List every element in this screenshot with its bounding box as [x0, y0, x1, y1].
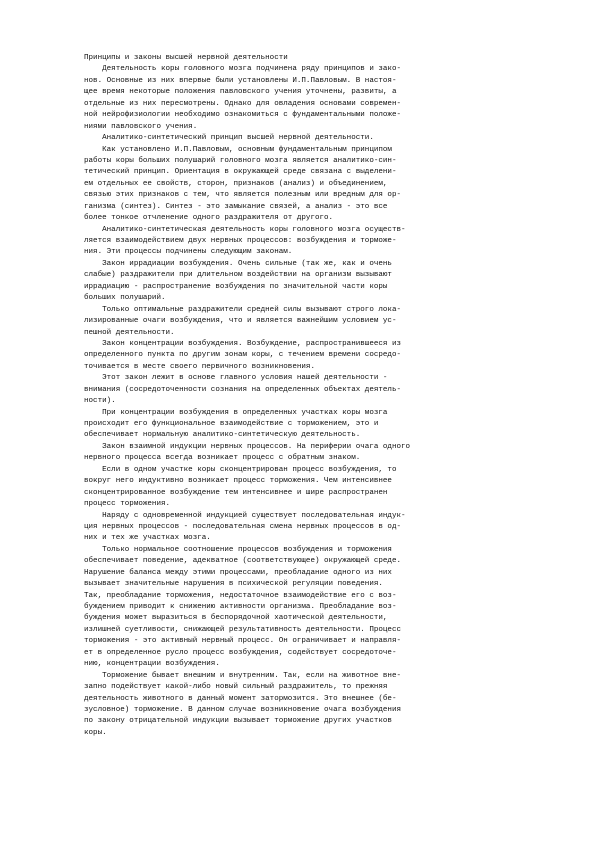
text-line: Закон концентрации возбуждения. Возбуждение, распространившееся из	[84, 339, 402, 348]
text-line: иррадиацию - распространение возбуждения по значительной части коры	[84, 282, 388, 291]
text-line: по закону отрицательной индукции вызывает торможение других участков	[84, 717, 392, 726]
text-line: Если в одном участке коры сконцентрирован процесс возбуждения, то	[84, 465, 397, 474]
text-line: отдельные из них пересмотрены. Однако для овладения основами современ-	[84, 99, 402, 108]
text-line: буждения может выразиться в беспорядочной хаотической деятельности,	[84, 614, 388, 623]
text-line: ности).	[84, 397, 116, 406]
text-line: нию, концентрации возбуждения.	[84, 660, 220, 669]
text-line: сконцентрированное возбуждение тем интенсивнее и шире распространен	[84, 488, 388, 497]
text-line: деятельность животного в данный момент затормозится. Это внешнее (бе-	[84, 694, 397, 703]
text-line: торможения - это активный нервный процесс. Он ограничивает и направля-	[84, 637, 402, 646]
text-line: Нарушение баланса между этими процессами, преобладание одного из них	[84, 568, 392, 577]
text-line: ной нейрофизиологии необходимо ознакомиться с фундаментальными положе-	[84, 111, 402, 120]
text-line: пешной деятельности.	[84, 328, 175, 337]
text-line: ния. Эти процессы подчинены следующим законам.	[84, 248, 293, 257]
text-line: ганизма (синтез). Синтез - это замыкание связей, а анализ - это все	[84, 202, 388, 211]
text-line: связью этих признаков с тем, что является полезным или вредным для ор-	[84, 191, 402, 200]
text-line: Деятельность коры головного мозга подчинена ряду принципов и зако-	[84, 65, 402, 74]
text-line: ляется взаимодействием двух нервных процессов: возбуждения и торможе-	[84, 237, 397, 245]
text-line: Торможение бывает внешним и внутренним. Так, если на животное вне-	[84, 671, 402, 680]
text-line: больших полушарий.	[84, 294, 166, 303]
text-line: работы коры больших полушарий головного мозга является аналитико-син-	[84, 156, 397, 165]
text-line: происходит его функциональное взаимодействие с торможением, это и	[84, 420, 379, 428]
text-line: лизированные очаги возбуждения, что и является важнейшим условием ус-	[84, 317, 397, 326]
text-line: более тонкое отчленение одного раздражителя от другого.	[84, 214, 334, 223]
text-line: ция нервных процессов - последовательная смена нервных процессов в од-	[84, 522, 402, 531]
text-line: Аналитико-синтетическая деятельность коры головного мозга осуществ-	[84, 225, 406, 234]
text-line: Закон иррадиации возбуждения. Очень сильные (так же, как и очень	[84, 259, 392, 268]
text-line: внимания (сосредоточенности сознания на определенных объектах деятель-	[84, 385, 402, 394]
text-line: обеспечивает поведение, адекватное (соответствующее) окружающей среде.	[84, 557, 402, 566]
text-line: слабые) раздражители при длительном воздействии на организм вызывают	[84, 271, 392, 280]
text-line: Этот закон лежит в основе главного условия нашей деятельности -	[84, 374, 388, 383]
text-line: вокруг него индуктивно возникает процесс торможения. Чем интенсивнее	[84, 477, 392, 486]
text-line: запно подействует какой-либо новый сильный раздражитель, то прежняя	[84, 683, 388, 692]
text-line: обеспечивает нормальную аналитико-синтетическую деятельность.	[84, 431, 361, 440]
text-line: ет в определенное русло процесс возбуждения, содействует сосредоточе-	[84, 648, 397, 657]
text-line: зусловное) торможение. В данном случае возникновение очага возбуждения	[84, 705, 402, 714]
text-line: нервного процесса всегда возникает процесс с обратным знаком.	[84, 454, 361, 463]
text-line: Только нормальное соотношение процессов возбуждения и торможения	[84, 545, 392, 554]
text-line: тетический принцип. Ориентация в окружающей среде связана с выделени-	[84, 168, 397, 177]
text-line: ем отдельных ее свойств, сторон, признаков (анализ) и объединением,	[84, 179, 388, 188]
text-line: Закон взаимной индукции нервных процессов. На периферии очага одного	[84, 442, 411, 451]
text-line: Аналитико-синтетический принцип высшей нервной деятельности.	[84, 134, 374, 143]
text-line: излишней суетливости, снижающей результативность деятельности. Процесс	[84, 625, 402, 634]
text-line: коры.	[84, 728, 107, 737]
text-line: Как установлено И.П.Павловым, основным фундаментальным принципом	[84, 145, 392, 154]
text-line: точивается в месте своего первичного возникновения.	[84, 362, 315, 371]
document-title: Принципы и законы высшей нервной деятельности	[84, 54, 288, 62]
text-line: определенного пункта по другим зонам коры, с течением времени сосредо-	[84, 351, 402, 360]
text-line: При концентрации возбуждения в определенных участках коры мозга	[84, 408, 388, 417]
text-line: ниями павловского учения.	[84, 122, 198, 131]
text-line: процесс торможения.	[84, 500, 171, 509]
text-line: щее время некоторые положения павловского учения уточнены, развиты, а	[84, 88, 397, 97]
text-line: Так, преобладание торможения, недостаточное взаимодействие его с воз-	[84, 591, 397, 600]
text-line: буждением приводит к снижению активности организма. Преобладание воз-	[84, 603, 397, 611]
document-page	[84, 53, 520, 739]
text-line: них и тех же участках мозга.	[84, 534, 211, 543]
text-line: вызывает значительные нарушения в психической регуляции поведения.	[84, 580, 383, 589]
text-line: Наряду с одновременной индукцией существует последовательная индук-	[84, 511, 406, 520]
text-line: нов. Основные из них впервые были установлены И.П.Павловым. В настоя-	[84, 76, 397, 85]
text-line: Только оптимальные раздражители средней силы вызывают строго лока-	[84, 305, 402, 314]
